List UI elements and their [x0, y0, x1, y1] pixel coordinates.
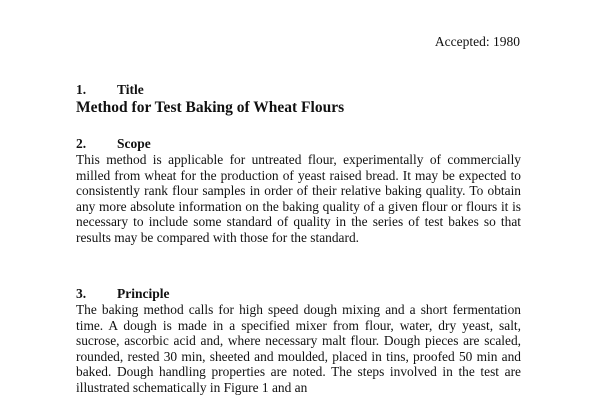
section-number: 1.	[76, 82, 87, 97]
document-title: Method for Test Baking of Wheat Flours	[76, 99, 345, 116]
section-principle	[76, 286, 521, 395]
principle-paragraph: The baking method calls for high speed dough mixing and a short fermentation time. A dough is made in a specified mixer from flour, water, dry yeast, salt, sucrose, ascorbic acid and, where necessary malt flour. Dough pieces are scaled, rounded, rested 30 min, sheeted and moulded, placed in tins, proofed 50 min and baked. Dough handling properties are noted. The steps involved in the test are illustrated schematically in Figure 1 and an	[76, 302, 521, 395]
section-scope	[76, 136, 521, 245]
section-heading-label: Scope	[117, 136, 151, 151]
scope-paragraph: This method is applicable for untreated flour, experimentally of commercially milled from wheat for the production of yeast raised bread. It may be expected to consistently rank flour samples in order of their relative baking quality. To obtain any more absolute information on the baking quality of a given flour or flours it is necessary to include some standard of quality in the series of test bakes so that results may be compared with those for the standard.	[76, 152, 521, 245]
cut-off-header-text	[208, 0, 376, 2]
section-title	[76, 82, 521, 117]
section-heading	[76, 286, 521, 302]
section-heading	[76, 82, 521, 98]
accepted-date: Accepted: 1980	[434, 34, 520, 49]
section-heading-label: Title	[117, 82, 144, 97]
section-heading-label: Principle	[117, 286, 170, 301]
section-number: 3.	[76, 286, 87, 301]
section-number: 2.	[76, 136, 87, 151]
section-heading	[76, 136, 521, 152]
